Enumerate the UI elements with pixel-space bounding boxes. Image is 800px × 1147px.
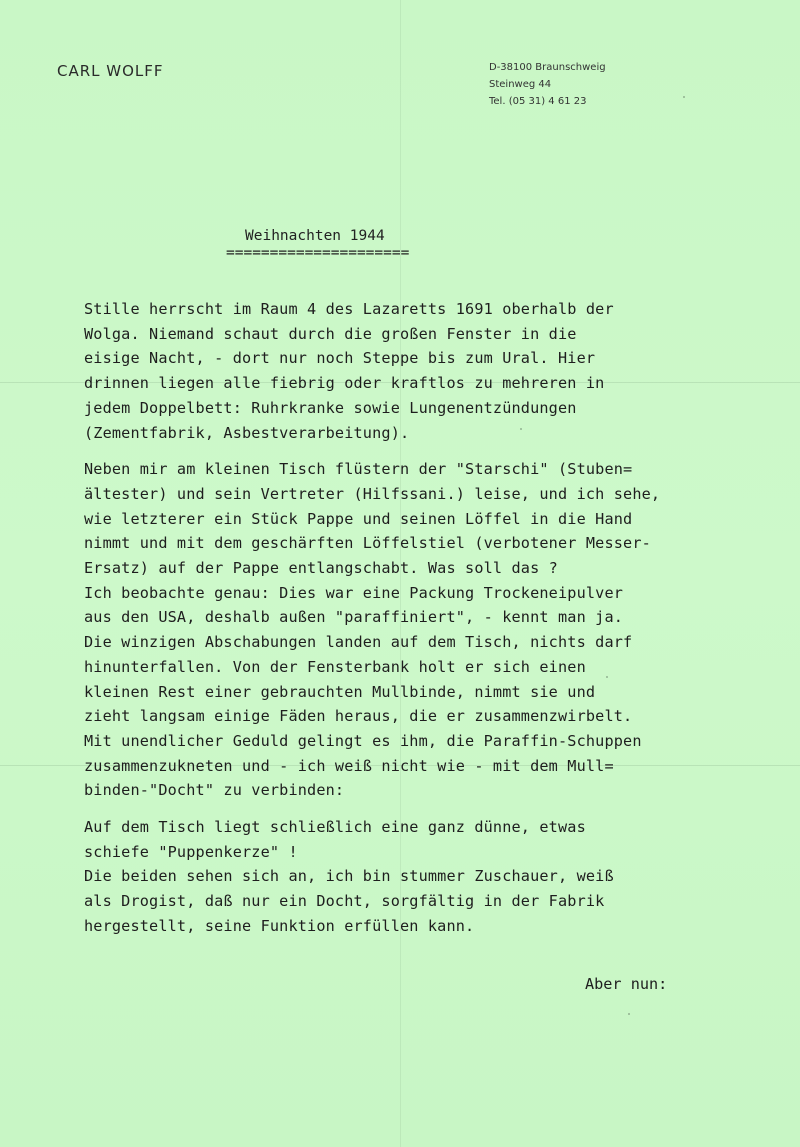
letter-body	[84, 297, 724, 951]
text-line: wie letzterer ein Stück Pappe und seinen Löffel in die Hand	[84, 509, 633, 528]
title-underline: =====================	[226, 245, 410, 261]
letter-title: Weihnachten 1944	[245, 228, 385, 244]
text-line: Neben mir am kleinen Tisch flüstern der "Starschi" (Stuben=	[84, 460, 633, 479]
text-line: zieht langsam einige Fäden heraus, die er zusammenzwirbelt.	[84, 707, 633, 726]
closing-line: Aber nun:	[585, 975, 668, 993]
text-line: jedem Doppelbett: Ruhrkranke sowie Lungenentzündungen	[84, 398, 577, 417]
text-line: hinunterfallen. Von der Fensterbank holt er sich einen	[84, 657, 586, 676]
text-line: drinnen liegen alle fiebrig oder kraftlos zu mehreren in	[84, 374, 605, 393]
text-line: zusammenzukneten und - ich weiß nicht wie - mit dem Mull=	[84, 756, 614, 775]
text-line: schiefe "Puppenkerze" !	[84, 842, 298, 861]
text-line: Die beiden sehen sich an, ich bin stummer Zuschauer, weiß	[84, 867, 614, 886]
text-line: (Zementfabrik, Asbestverarbeitung).	[84, 423, 410, 442]
address-line: D-38100 Braunschweig	[489, 62, 606, 73]
text-line: eisige Nacht, - dort nur noch Steppe bis zum Ural. Hier	[84, 349, 596, 368]
address-line: Steinweg 44	[489, 79, 552, 90]
address-line: Tel. (05 31) 4 61 23	[489, 96, 587, 107]
paragraph	[84, 815, 724, 939]
paper-speck	[683, 96, 685, 98]
text-line: Ich beobachte genau: Dies war eine Packung Trockeneipulver	[84, 583, 624, 602]
text-line: binden-"Docht" zu verbinden:	[84, 781, 345, 800]
text-line: kleinen Rest einer gebrauchten Mullbinde, nimmt sie und	[84, 682, 596, 701]
text-line: Die winzigen Abschabungen landen auf dem Tisch, nichts darf	[84, 633, 633, 652]
letterhead-name: CARL WOLFF	[57, 62, 164, 80]
paragraph	[84, 457, 724, 803]
text-line: ältester) und sein Vertreter (Hilfssani.) leise, und ich sehe,	[84, 484, 661, 503]
text-line: hergestellt, seine Funktion erfüllen kann.	[84, 916, 475, 935]
text-line: nimmt und mit dem geschärften Löffelstiel (verbotener Messer-	[84, 534, 651, 553]
paragraph	[84, 297, 724, 445]
text-line: Mit unendlicher Geduld gelingt es ihm, die Paraffin-Schuppen	[84, 731, 642, 750]
paper-speck	[628, 1013, 630, 1015]
text-line: Ersatz) auf der Pappe entlangschabt. Was soll das ?	[84, 559, 558, 578]
text-line: aus den USA, deshalb außen "paraffiniert", - kennt man ja.	[84, 608, 624, 627]
text-line: als Drogist, daß nur ein Docht, sorgfältig in der Fabrik	[84, 892, 605, 911]
text-line: Auf dem Tisch liegt schließlich eine ganz dünne, etwas	[84, 818, 586, 837]
text-line: Wolga. Niemand schaut durch die großen Fenster in die	[84, 324, 577, 343]
letterhead-address	[489, 59, 606, 110]
text-line: Stille herrscht im Raum 4 des Lazaretts 1691 oberhalb der	[84, 300, 614, 318]
